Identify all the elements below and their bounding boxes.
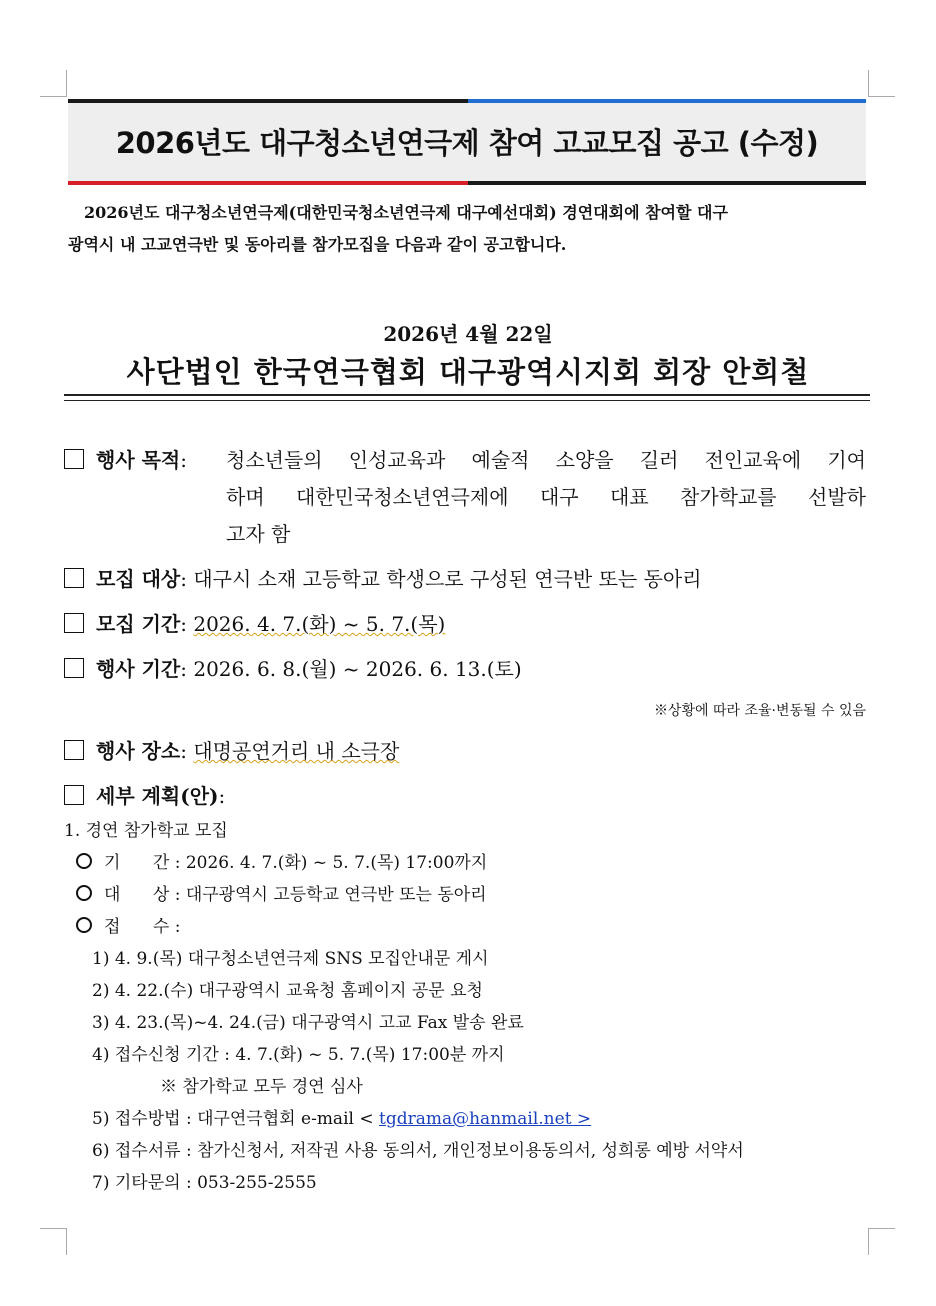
divider	[64, 400, 870, 401]
detail-label: 기 간	[104, 853, 170, 873]
page-title: 2026년도 대구청소년연극제 참여 고교모집 공고 (수정)	[115, 126, 819, 160]
intro-line-2: 광역시 내 고교연극반 및 동아리를 참가모집을 다음과 같이 공고합니다.	[68, 235, 567, 254]
section-label: 행사 목적	[96, 448, 181, 472]
announcement-date: 2026년 4월 22일	[383, 322, 553, 346]
detail-label: 대 상	[104, 885, 170, 905]
detail-label: 접 수	[104, 917, 170, 937]
checkbox-square-icon	[64, 449, 84, 469]
purpose-line-3: 고자 함	[226, 522, 291, 546]
title-bottom-bar	[468, 181, 866, 185]
detail-period	[76, 847, 487, 879]
title-top-bar	[68, 99, 468, 103]
page-corner-mark	[40, 1228, 67, 1255]
detail-receipt	[76, 911, 180, 943]
list-item: 4) 접수신청 기간 : 4. 7.(화) ~ 5. 7.(목) 17:00분 까지	[92, 1045, 505, 1065]
checkbox-square-icon	[64, 785, 84, 805]
detail-value: : 2026. 4. 7.(화) ~ 5. 7.(목) 17:00까지	[174, 853, 488, 873]
section-venue: 행사 장소: 대명공연거리 내 소극장	[64, 733, 399, 769]
checkbox-square-icon	[64, 658, 84, 678]
divider	[64, 394, 870, 396]
detail-value: :	[174, 917, 181, 937]
list-item: 3) 4. 23.(목)~4. 24.(금) 대구광역시 고교 Fax 발송 완료	[92, 1013, 524, 1033]
checkbox-square-icon	[64, 740, 84, 760]
list-item: 1) 4. 9.(목) 대구청소년연극제 SNS 모집안내문 게시	[92, 949, 489, 969]
section-label: 모집 대상	[96, 567, 181, 591]
detail-target	[76, 879, 487, 911]
list-item: 7) 기타문의 : 053-255-2555	[92, 1173, 317, 1193]
circle-bullet-icon	[76, 917, 92, 933]
section-purpose: 행사 목적:	[64, 442, 187, 478]
section-label: 세부 계획(안)	[96, 784, 219, 808]
list-item-text: 5) 접수방법 : 대구연극협회 e-mail <	[92, 1109, 374, 1129]
section-label: 행사 기간	[96, 657, 181, 681]
page-corner-mark	[868, 1228, 895, 1255]
intro-line-1: 2026년도 대구청소년연극제(대한민국청소년연극제 대구예선대회) 경연대회에 참여할 대구	[84, 203, 728, 222]
email-link[interactable]: tgdrama@hanmail.net >	[379, 1109, 592, 1129]
checkbox-square-icon	[64, 613, 84, 633]
section-recruit-period: 모집 기간: 2026. 4. 7.(화) ~ 5. 7.(목)	[64, 606, 445, 642]
section-label: 모집 기간	[96, 612, 181, 636]
title-bottom-bar-red	[68, 181, 468, 185]
section-value: 2026. 4. 7.(화) ~ 5. 7.(목)	[193, 612, 446, 636]
purpose-line-2: 하며 대한민국청소년연극제에 대구 대표 참가학교를 선발하	[226, 485, 866, 509]
list-subnote: ※ 참가학교 모두 경연 심사	[160, 1077, 363, 1097]
purpose-line-1: 청소년들의 인성교육과 예술적 소양을 길러 전인교육에 기여	[226, 448, 866, 472]
title-top-bar-blue	[468, 99, 866, 103]
section-value: 2026. 6. 8.(월) ~ 2026. 6. 13.(토)	[193, 657, 522, 681]
details-heading: 1. 경연 참가학교 모집	[64, 821, 228, 841]
intro-paragraph	[68, 197, 868, 261]
checkbox-square-icon	[64, 568, 84, 588]
list-item: 2) 4. 22.(수) 대구광역시 교육청 홈페이지 공문 요청	[92, 981, 483, 1001]
page-corner-mark	[40, 70, 67, 97]
section-plan: 세부 계획(안):	[64, 778, 225, 814]
section-event-period: 행사 기간: 2026. 6. 8.(월) ~ 2026. 6. 13.(토)	[64, 651, 522, 687]
section-label: 행사 장소	[96, 739, 181, 763]
section-target: 모집 대상: 대구시 소재 고등학교 학생으로 구성된 연극반 또는 동아리	[64, 561, 870, 597]
detail-value: : 대구광역시 고등학교 연극반 또는 동아리	[174, 885, 487, 905]
circle-bullet-icon	[76, 853, 92, 869]
section-value: 대명공연거리 내 소극장	[193, 739, 400, 763]
organization-name: 사단법인 한국연극협회 대구광역시지회 회장 안희철	[126, 355, 810, 389]
list-item	[92, 1103, 591, 1135]
notice-note: ※상황에 따라 조율·변동될 수 있음	[653, 703, 866, 719]
page-corner-mark	[868, 70, 895, 97]
circle-bullet-icon	[76, 885, 92, 901]
section-value: 대구시 소재 고등학교 학생으로 구성된 연극반 또는 동아리	[193, 567, 702, 591]
list-item: 6) 접수서류 : 참가신청서, 저작권 사용 동의서, 개인정보이용동의서, 성희롱 예방 서약서	[92, 1141, 744, 1161]
